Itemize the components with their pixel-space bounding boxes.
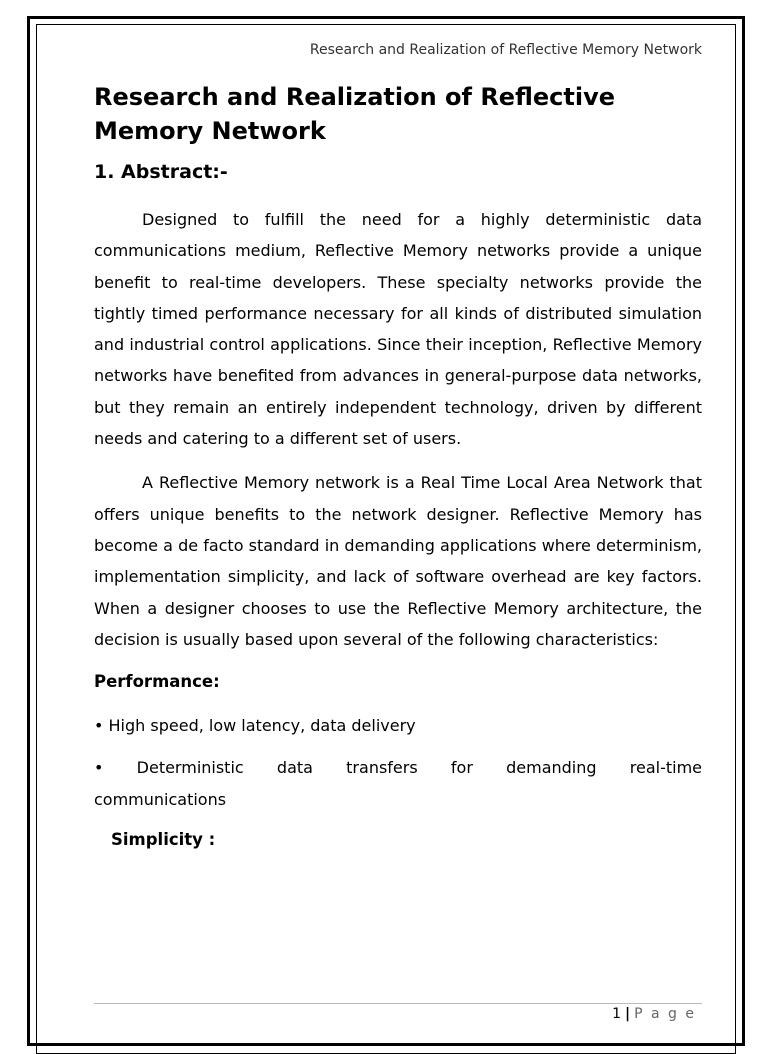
section-heading-abstract: 1. Abstract:-: [94, 161, 228, 183]
page-footer: [612, 1006, 696, 1022]
simplicity-heading: Simplicity :: [111, 830, 216, 850]
document-title: Research and Realization of Reflective Memory Network: [94, 83, 615, 145]
bullet-item-2-line2: communications: [94, 789, 227, 809]
bullet-item-2-line1: • Deterministic data transfers for demanding real-time: [94, 758, 702, 778]
document-body: [94, 80, 702, 868]
running-header: Research and Realization of Reflective Memory Network: [309, 42, 702, 58]
paragraph-2: A Reflective Memory network is a Real Time Local Area Network that offers unique benefits to the network designer. Reflective Memory has become a de facto standard in demanding applications where determinism, implementation simplicity, and lack of software overhead are key factors. When a designer chooses to use the Reflective Memory architecture, the decision is usually based upon several of the following characteristics:: [94, 473, 702, 649]
paragraph-1: Designed to fulfill the need for a highly deterministic data communications medium, Reflective Memory networks provide a unique benefit to real-time developers. These specialty networks provide the tightly timed performance necessary for all kinds of distributed simulation and industrial control applications. Since their inception, Reflective Memory networks have benefited from advances in general-purpose data networks, but they remain an entirely independent technology, driven by different needs and catering to a different set of users.: [94, 210, 702, 449]
page-number: 1: [612, 1006, 621, 1022]
footer-separator: |: [625, 1006, 631, 1022]
bullet-item-1: • High speed, low latency, data delivery: [94, 716, 416, 736]
performance-heading: Performance:: [94, 672, 220, 692]
page-label: P a g e: [634, 1006, 696, 1022]
footer-rule: [94, 1003, 702, 1004]
